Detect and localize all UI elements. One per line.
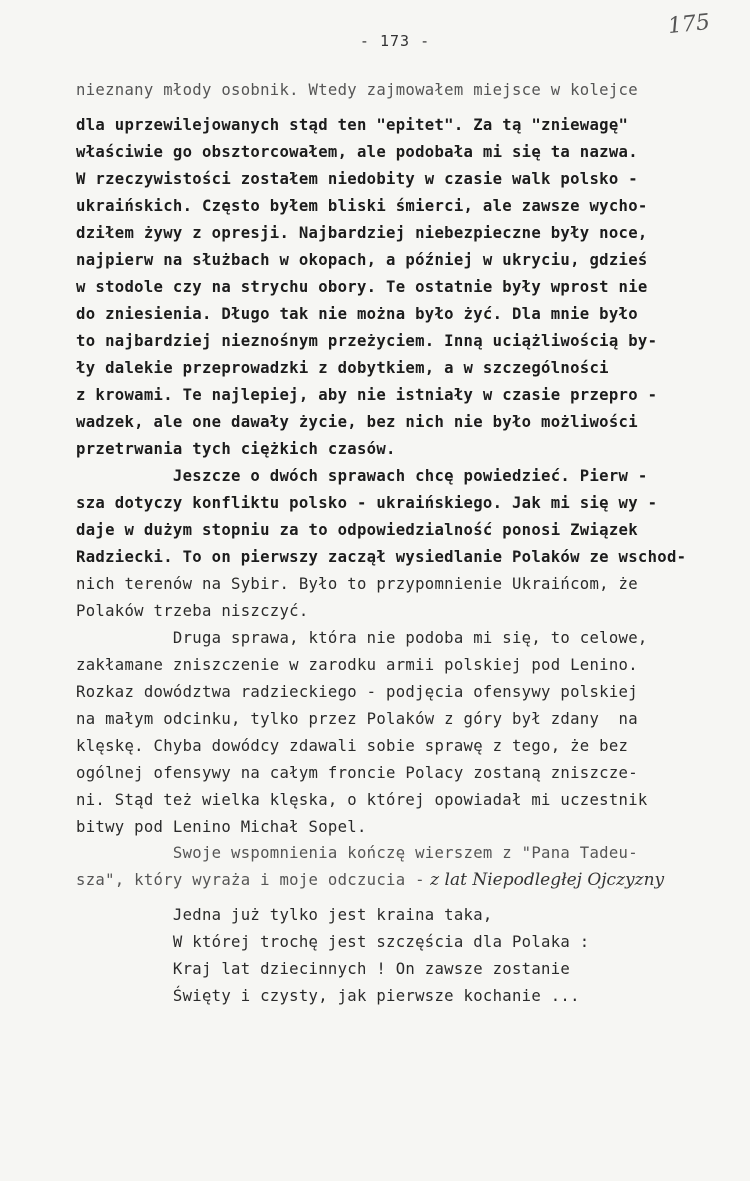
text-line (76, 932, 589, 952)
line-text: ukraińskich. Często byłem bliski śmierci, ale zawsze wycho- (76, 197, 648, 215)
line-text: dla uprzewilejowanych stąd ten "epitet". Za tą "zniewagę" (76, 116, 629, 134)
text-line (76, 196, 648, 216)
line-text: nieznany młody osobnik. Wtedy zajmowałem miejsce w kolejce (76, 81, 638, 99)
handwritten-annotation: z lat Niepodległej Ojczyzny (424, 870, 665, 890)
line-text: dziłem żywy z opresji. Najbardziej niebezpieczne były noce, (76, 224, 648, 242)
text-line (76, 986, 580, 1006)
line-text: W której trochę jest szczęścia dla Polaka : (76, 933, 590, 951)
text-line (76, 520, 638, 540)
text-line (76, 736, 628, 756)
text-line (76, 142, 638, 162)
text-line (76, 817, 367, 837)
handwritten-page-number: 175 (666, 9, 712, 40)
line-text: przetrwania tych ciężkich czasów. (76, 440, 396, 458)
text-line (76, 493, 657, 513)
line-text: najpierw na służbach w okopach, a później w ukryciu, gdzieś (76, 251, 648, 269)
text-line (76, 628, 648, 648)
line-text: bitwy pod Lenino Michał Sopel. (76, 818, 367, 836)
line-text: klęskę. Chyba dowódcy zdawali sobie sprawę z tego, że bez (76, 737, 629, 755)
text-line (76, 843, 638, 863)
text-line (76, 385, 657, 405)
text-line (76, 358, 609, 378)
line-text: Święty i czysty, jak pierwsze kochanie ... (76, 987, 580, 1005)
line-text: właściwie go obsztorcowałem, ale podobała mi się ta nazwa. (76, 143, 638, 161)
line-text: daje w dużym stopniu za to odpowiedzialność ponosi Związek (76, 521, 638, 539)
line-text: w stodole czy na strychu obory. Te ostatnie były wprost nie (76, 278, 648, 296)
line-text: Druga sprawa, która nie podoba mi się, to celowe, (76, 629, 648, 647)
line-text: sza dotyczy konfliktu polsko - ukraińskiego. Jak mi się wy - (76, 494, 658, 512)
line-text: to najbardziej nieznośnym przeżyciem. Inną uciążliwością by- (76, 332, 658, 350)
text-line (76, 682, 638, 702)
line-text: Jeszcze o dwóch sprawach chcę powiedzieć. Pierw - (76, 467, 648, 485)
text-line (76, 655, 638, 675)
text-line (76, 790, 648, 810)
text-line (76, 547, 686, 567)
text-line (76, 601, 309, 621)
line-text: nich terenów na Sybir. Było to przypomnienie Ukraińcom, że (76, 575, 638, 593)
line-text: ogólnej ofensywy na całym froncie Polacy zostaną zniszcze- (76, 764, 638, 782)
text-line (76, 80, 638, 100)
line-text: W rzeczywistości zostałem niedobity w czasie walk polsko - (76, 170, 638, 188)
text-line (76, 304, 638, 324)
line-text: Kraj lat dziecinnych ! On zawsze zostanie (76, 960, 571, 978)
line-text: Jedna już tylko jest kraina taka, (76, 906, 493, 924)
line-text: wadzek, ale one dawały życie, bez nich nie było możliwości (76, 413, 638, 431)
text-line (76, 277, 648, 297)
text-line (76, 331, 657, 351)
text-line (76, 709, 638, 729)
line-text: do zniesienia. Długo tak nie można było żyć. Dla mnie było (76, 305, 638, 323)
line-text: ni. Stąd też wielka klęska, o której opowiadał mi uczestnik (76, 791, 648, 809)
line-text: Radziecki. To on pierwszy zaczął wysiedlanie Polaków ze wschod- (76, 548, 687, 566)
text-line (76, 870, 664, 890)
line-text: Rozkaz dowództwa radzieckiego - podjęcia ofensywy polskiej (76, 683, 638, 701)
line-text: na małym odcinku, tylko przez Polaków z góry był zdany na (76, 710, 638, 728)
text-line (76, 439, 396, 459)
line-text: Polaków trzeba niszczyć. (76, 602, 309, 620)
text-line (76, 959, 570, 979)
text-line (76, 905, 493, 925)
text-line (76, 574, 638, 594)
line-text: Swoje wspomnienia kończę wierszem z "Pana Tadeu- (76, 844, 638, 862)
page-number: - 173 - (359, 32, 431, 50)
text-line (76, 763, 638, 783)
text-line (76, 223, 648, 243)
line-text: sza", który wyraża i moje odczucia - (76, 871, 425, 889)
line-text: ły dalekie przeprowadzki z dobytkiem, a w szczególności (76, 359, 609, 377)
text-line (76, 115, 628, 135)
line-text: zakłamane zniszczenie w zarodku armii polskiej pod Lenino. (76, 656, 638, 674)
text-line (76, 250, 648, 270)
text-line (76, 412, 638, 432)
text-line (76, 466, 648, 486)
line-text: z krowami. Te najlepiej, aby nie istniały w czasie przepro - (76, 386, 658, 404)
text-line (76, 169, 638, 189)
